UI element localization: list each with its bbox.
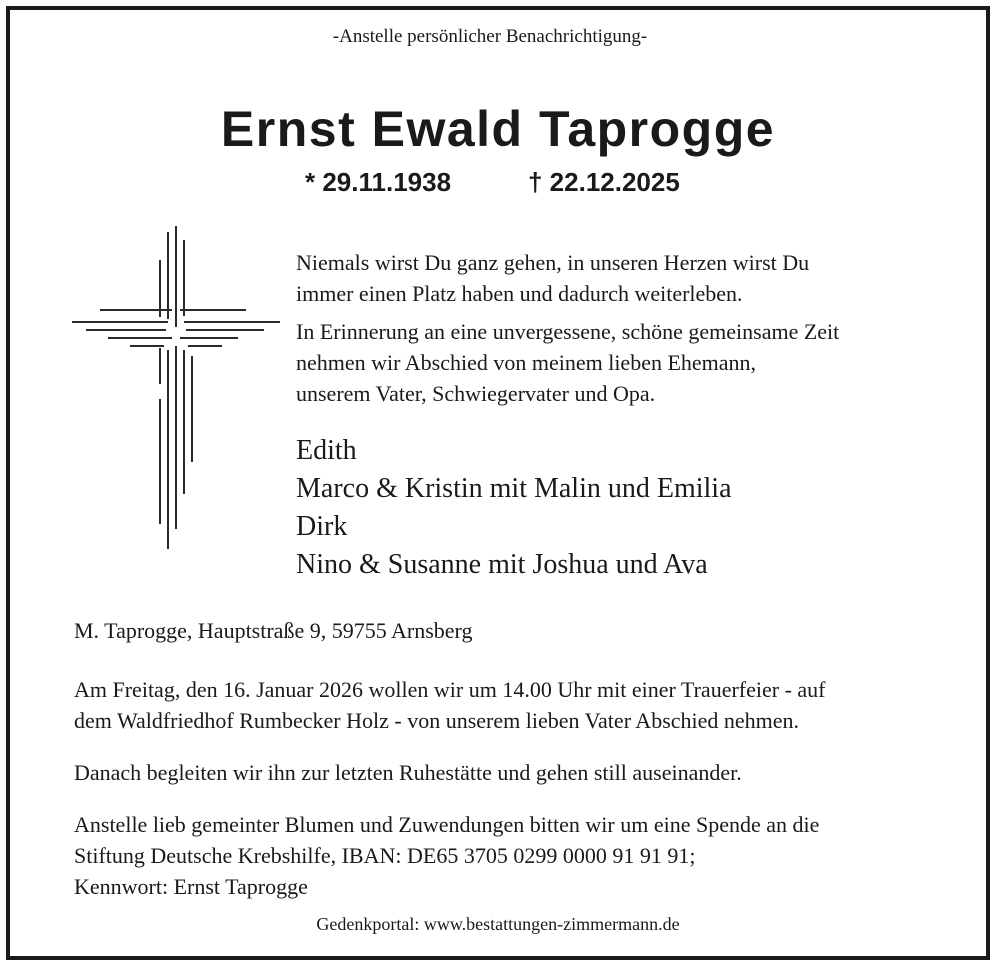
cross-icon: [68, 224, 284, 556]
ceremony-paragraph: [74, 674, 826, 736]
donation-paragraph: [74, 809, 819, 902]
family-member: Edith: [296, 435, 357, 466]
poem-paragraph-1: [296, 247, 809, 309]
notice-line: -Anstelle persönlicher Benachrichtigung-: [332, 26, 648, 47]
death-date: † 22.12.2025: [528, 167, 680, 197]
poem-line: unserem Vater, Schwiegervater und Opa.: [296, 381, 656, 406]
donation-line: Stiftung Deutsche Krebshilfe, IBAN: DE65 3705 0299 0000 91 91 91;: [74, 843, 696, 868]
ceremony-line: Am Freitag, den 16. Januar 2026 wollen wir um 14.00 Uhr mit einer Trauerfeier - auf: [74, 677, 826, 702]
poem-line: Niemals wirst Du ganz gehen, in unseren Herzen wirst Du: [296, 250, 810, 275]
ceremony-line: dem Waldfriedhof Rumbecker Holz - von unserem lieben Vater Abschied nehmen.: [74, 708, 800, 733]
family-list: [296, 432, 732, 584]
address-line: M. Taprogge, Hauptstraße 9, 59755 Arnsberg: [74, 618, 473, 643]
family-member: Dirk: [296, 511, 348, 542]
birth-date: * 29.11.1938: [305, 167, 452, 197]
donation-line: Anstelle lieb gemeinter Blumen und Zuwendungen bitten wir um eine Spende an die: [74, 812, 820, 837]
burial-note: Danach begleiten wir ihn zur letzten Ruhestätte und gehen still auseinander.: [74, 760, 742, 785]
poem-line: In Erinnerung an eine unvergessene, schöne gemeinsame Zeit: [296, 319, 840, 344]
family-member: Nino & Susanne mit Joshua und Ava: [296, 549, 708, 580]
donation-line: Kennwort: Ernst Taprogge: [74, 874, 308, 899]
deceased-name: Ernst Ewald Taprogge: [220, 101, 776, 157]
poem-line: immer einen Platz haben und dadurch weiterleben.: [296, 281, 743, 306]
family-member: Marco & Kristin mit Malin und Emilia: [296, 473, 732, 504]
memorial-portal-link[interactable]: Gedenkportal: www.bestattungen-zimmermann.de: [316, 914, 680, 934]
poem-line: nehmen wir Abschied von meinem lieben Ehemann,: [296, 350, 757, 375]
poem-paragraph-2: [296, 316, 839, 409]
